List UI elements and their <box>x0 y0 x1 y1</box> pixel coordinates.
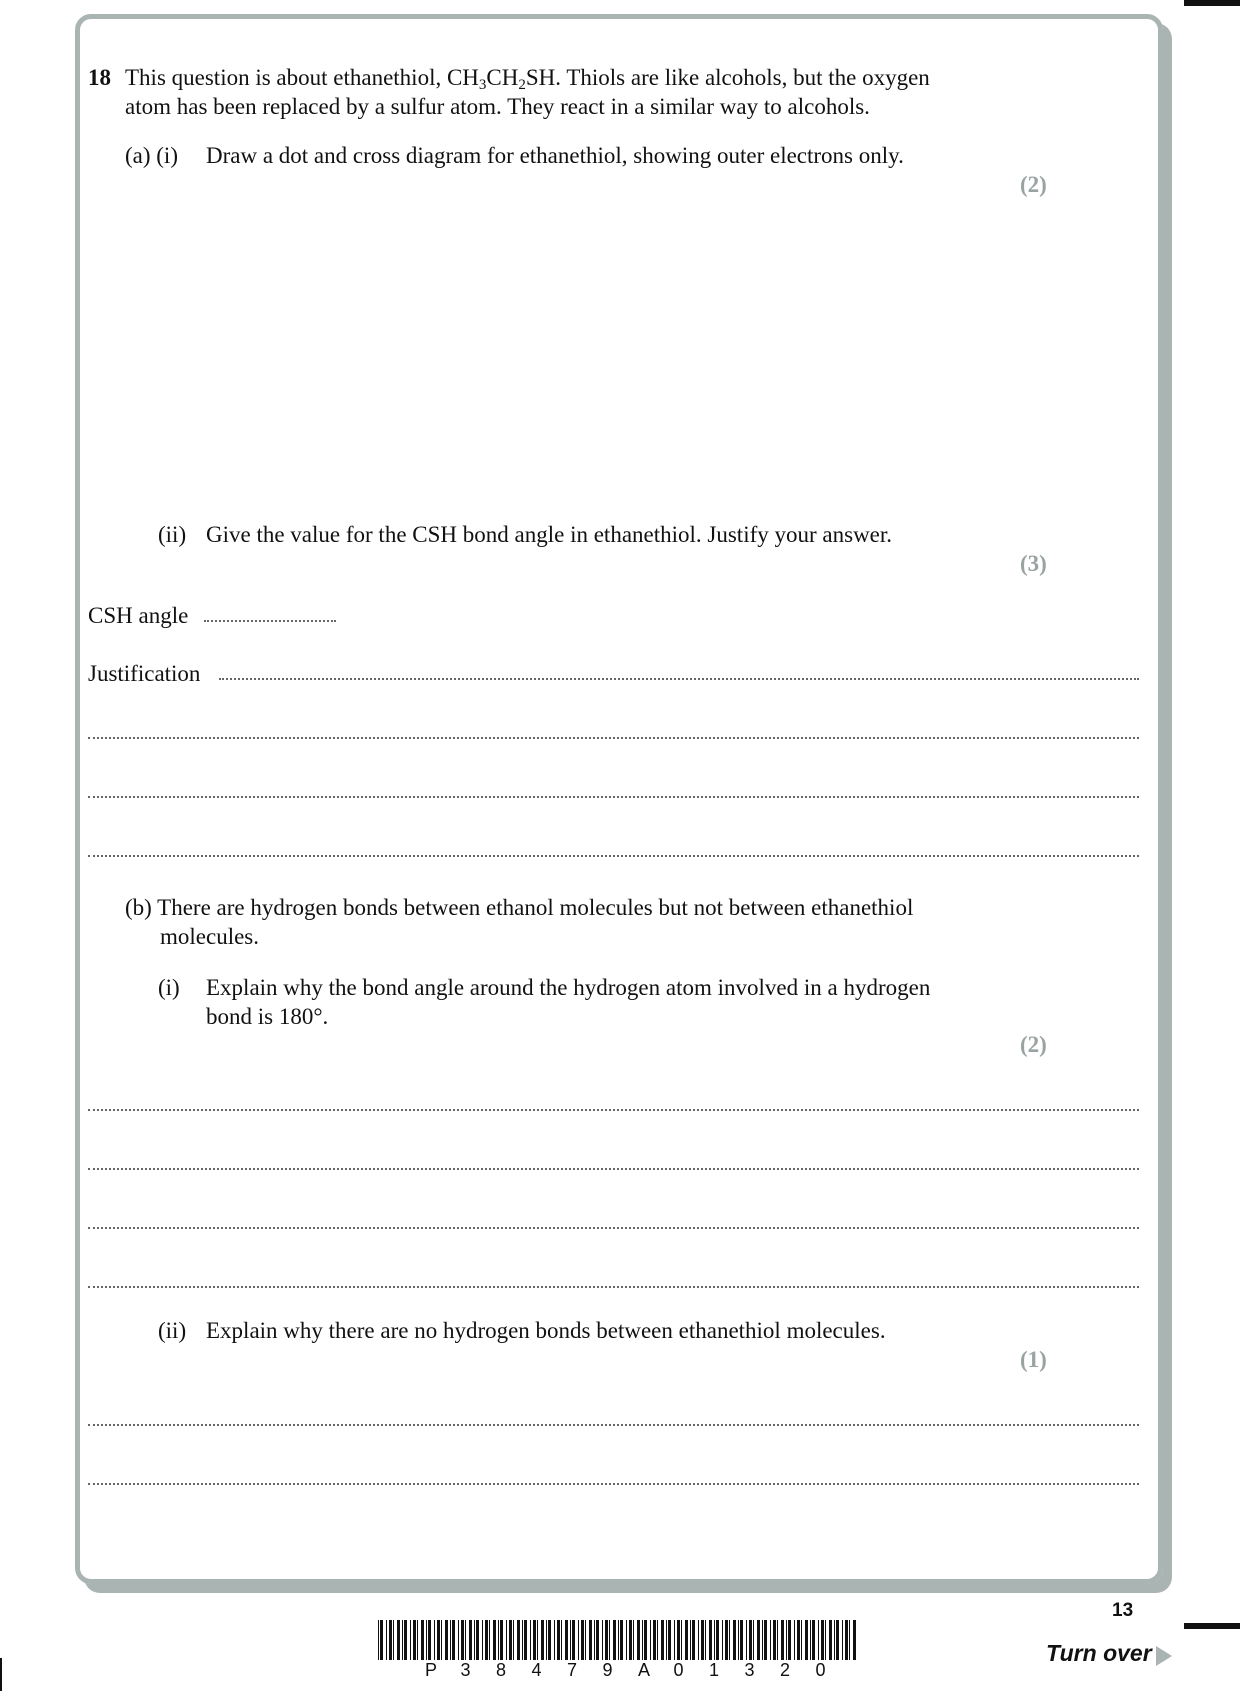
barcode-char: 0 <box>673 1660 684 1680</box>
answer-line[interactable] <box>88 855 1139 857</box>
question-number: 18 <box>88 65 111 90</box>
barcode-icon <box>378 1620 862 1660</box>
page-edge-mark <box>0 1658 2 1691</box>
barcode-char: 8 <box>496 1660 507 1680</box>
question-intro-line-2: atom has been replaced by a sulfur atom. They react in a similar way to alcohols. <box>125 94 870 119</box>
answer-line[interactable] <box>88 1168 1139 1170</box>
answer-line[interactable] <box>88 1286 1139 1288</box>
part-a-ii-text: Give the value for the CSH bond angle in ethanethiol. Justify your answer. <box>206 522 893 547</box>
part-b-i-marks: (2) <box>1020 1032 1047 1057</box>
page-number: 13 <box>1112 1600 1134 1621</box>
part-b-i-text-line-1: Explain why the bond angle around the hydrogen atom involved in a hydrogen <box>206 975 931 1000</box>
part-b-i-label: (i) <box>158 975 180 1000</box>
barcode-char: 3 <box>744 1660 755 1680</box>
answer-line[interactable] <box>88 1227 1139 1229</box>
answer-line[interactable] <box>88 737 1139 739</box>
part-a-i-label: (a) (i) <box>125 143 178 168</box>
justification-label: Justification <box>88 661 201 686</box>
barcode-char: P <box>425 1660 438 1680</box>
csh-angle-label: CSH angle <box>88 603 189 628</box>
answer-line[interactable] <box>88 796 1139 798</box>
page-edge-mark <box>1184 0 1240 6</box>
justification-answer-line[interactable] <box>219 678 1139 680</box>
part-b-ii-text: Explain why there are no hydrogen bonds between ethanethiol molecules. <box>206 1318 886 1343</box>
dot-cross-diagram-answer-space[interactable] <box>90 210 1130 510</box>
turn-over-arrow-icon <box>1156 1646 1172 1666</box>
barcode-char: 4 <box>531 1660 542 1680</box>
answer-line[interactable] <box>88 1483 1139 1485</box>
part-b-intro-line-1: (b) There are hydrogen bonds between ethanol molecules but not between ethanethiol <box>125 895 914 920</box>
barcode-char: 1 <box>709 1660 720 1680</box>
answer-line[interactable] <box>88 1109 1139 1111</box>
part-b-ii-label: (ii) <box>158 1318 187 1343</box>
part-b-i-text-line-2: bond is 180°. <box>206 1004 329 1029</box>
part-a-ii-marks: (3) <box>1020 551 1047 576</box>
barcode-char: A <box>638 1660 651 1680</box>
page-edge-mark <box>1184 1623 1240 1629</box>
part-a-i-marks: (2) <box>1020 172 1047 197</box>
part-b-intro-line-2: molecules. <box>160 924 259 949</box>
turn-over-label: Turn over <box>1046 1640 1152 1666</box>
barcode-char: 2 <box>780 1660 791 1680</box>
answer-line[interactable] <box>88 1424 1139 1426</box>
question-intro-line-1: This question is about ethanethiol, $CH_3CH_2SH$. Thiols are like alcohols, but the oxygen <box>125 65 930 93</box>
part-b-ii-marks: (1) <box>1020 1347 1047 1372</box>
csh-angle-answer-line[interactable] <box>204 620 336 622</box>
barcode-char: 0 <box>815 1660 826 1680</box>
barcode-char: 3 <box>460 1660 471 1680</box>
part-a-i-text: Draw a dot and cross diagram for ethanethiol, showing outer electrons only. <box>206 143 904 168</box>
barcode-char: 9 <box>602 1660 613 1680</box>
part-a-ii-label: (ii) <box>158 522 187 547</box>
barcode-char: 7 <box>567 1660 578 1680</box>
